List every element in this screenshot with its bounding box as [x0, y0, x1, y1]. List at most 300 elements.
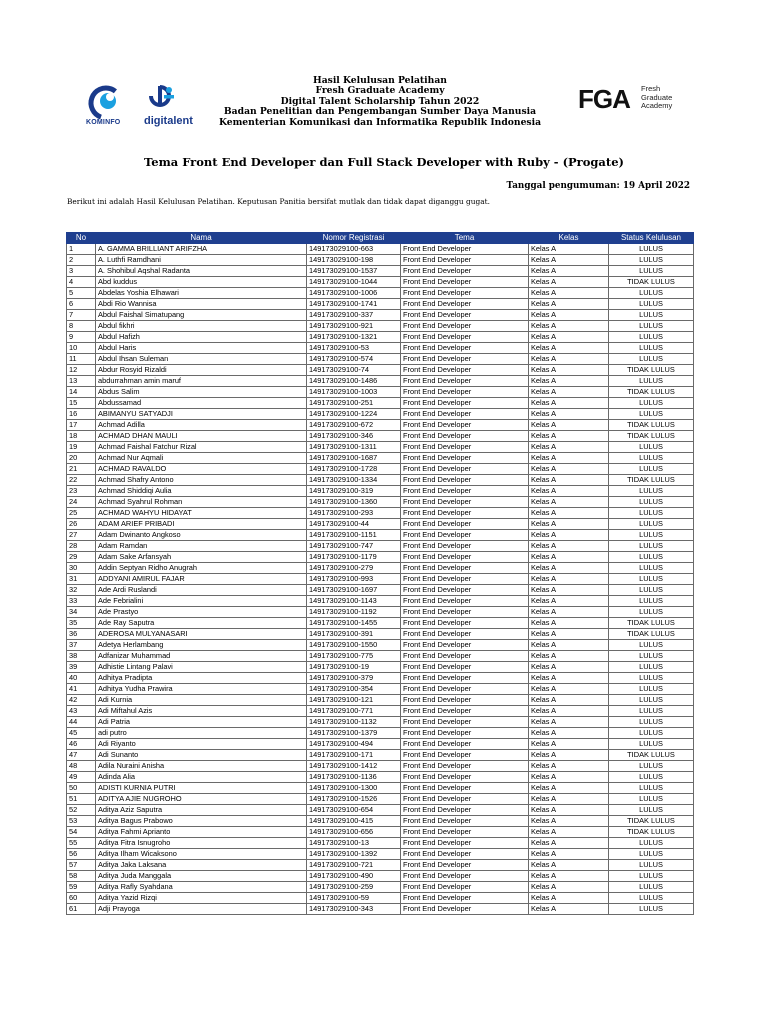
- cell-status: LULUS: [609, 651, 694, 662]
- cell-tema: Front End Developer: [401, 684, 529, 695]
- table-row: [67, 574, 694, 585]
- cell-tema: Front End Developer: [401, 420, 529, 431]
- cell-nama: Adi Miftahul Azis: [96, 706, 307, 717]
- cell-nomor-registrasi: 149173029100-1044: [307, 277, 401, 288]
- cell-kelas: Kelas A: [529, 607, 609, 618]
- cell-nama: Adfanizar Muhammad: [96, 651, 307, 662]
- table-row: [67, 794, 694, 805]
- cell-nama: Adhitya Yudha Prawira: [96, 684, 307, 695]
- table-row: [67, 541, 694, 552]
- cell-no: 61: [67, 904, 96, 915]
- cell-no: 25: [67, 508, 96, 519]
- cell-nama: adi putro: [96, 728, 307, 739]
- cell-no: 41: [67, 684, 96, 695]
- cell-nama: Abdussamad: [96, 398, 307, 409]
- cell-nomor-registrasi: 149173029100-1537: [307, 266, 401, 277]
- cell-status: TIDAK LULUS: [609, 816, 694, 827]
- table-row: [67, 838, 694, 849]
- cell-tema: Front End Developer: [401, 739, 529, 750]
- table-row: [67, 343, 694, 354]
- table-row: [67, 475, 694, 486]
- cell-nama: Adhitya Pradipta: [96, 673, 307, 684]
- table-row: [67, 816, 694, 827]
- cell-kelas: Kelas A: [529, 497, 609, 508]
- table-row: [67, 585, 694, 596]
- cell-nomor-registrasi: 149173029100-121: [307, 695, 401, 706]
- table-row: [67, 332, 694, 343]
- cell-nama: Abdul Hafizh: [96, 332, 307, 343]
- cell-nama: Adhistie Lintang Palavi: [96, 662, 307, 673]
- table-row: [67, 706, 694, 717]
- column-header-nama: Nama: [96, 233, 307, 244]
- cell-status: LULUS: [609, 332, 694, 343]
- cell-tema: Front End Developer: [401, 409, 529, 420]
- cell-nama: Adi Kurnia: [96, 695, 307, 706]
- cell-kelas: Kelas A: [529, 354, 609, 365]
- cell-no: 7: [67, 310, 96, 321]
- table-row: [67, 882, 694, 893]
- cell-nomor-registrasi: 149173029100-921: [307, 321, 401, 332]
- cell-status: LULUS: [609, 563, 694, 574]
- cell-kelas: Kelas A: [529, 519, 609, 530]
- cell-nomor-registrasi: 149173029100-346: [307, 431, 401, 442]
- cell-status: LULUS: [609, 464, 694, 475]
- cell-nama: Aditya Bagus Prabowo: [96, 816, 307, 827]
- table-row: [67, 277, 694, 288]
- cell-no: 28: [67, 541, 96, 552]
- cell-kelas: Kelas A: [529, 772, 609, 783]
- cell-nama: Adam Dwinanto Angkoso: [96, 530, 307, 541]
- cell-nomor-registrasi: 149173029100-1151: [307, 530, 401, 541]
- cell-nomor-registrasi: 149173029100-490: [307, 871, 401, 882]
- cell-no: 11: [67, 354, 96, 365]
- cell-no: 35: [67, 618, 96, 629]
- cell-kelas: Kelas A: [529, 882, 609, 893]
- cell-status: LULUS: [609, 585, 694, 596]
- cell-nomor-registrasi: 149173029100-1741: [307, 299, 401, 310]
- table-row: [67, 420, 694, 431]
- cell-no: 49: [67, 772, 96, 783]
- cell-status: LULUS: [609, 552, 694, 563]
- cell-nomor-registrasi: 149173029100-1412: [307, 761, 401, 772]
- cell-tema: Front End Developer: [401, 871, 529, 882]
- cell-status: LULUS: [609, 288, 694, 299]
- cell-no: 40: [67, 673, 96, 684]
- table-row: [67, 640, 694, 651]
- column-header-tema: Tema: [401, 233, 529, 244]
- cell-nomor-registrasi: 149173029100-1550: [307, 640, 401, 651]
- cell-kelas: Kelas A: [529, 266, 609, 277]
- cell-no: 17: [67, 420, 96, 431]
- cell-kelas: Kelas A: [529, 409, 609, 420]
- cell-nomor-registrasi: 149173029100-251: [307, 398, 401, 409]
- cell-nama: A. Shohibul Aqshal Radanta: [96, 266, 307, 277]
- cell-no: 1: [67, 244, 96, 255]
- cell-kelas: Kelas A: [529, 486, 609, 497]
- cell-status: LULUS: [609, 640, 694, 651]
- cell-nomor-registrasi: 149173029100-259: [307, 882, 401, 893]
- cell-status: LULUS: [609, 739, 694, 750]
- cell-kelas: Kelas A: [529, 453, 609, 464]
- cell-kelas: Kelas A: [529, 673, 609, 684]
- cell-status: LULUS: [609, 574, 694, 585]
- cell-nomor-registrasi: 149173029100-1003: [307, 387, 401, 398]
- table-row: [67, 387, 694, 398]
- cell-nomor-registrasi: 149173029100-1728: [307, 464, 401, 475]
- cell-nama: Aditya Rafly Syahdana: [96, 882, 307, 893]
- cell-no: 52: [67, 805, 96, 816]
- cell-kelas: Kelas A: [529, 816, 609, 827]
- kominfo-label: KOMINFO: [86, 119, 121, 126]
- cell-nama: ADITYA AJIE NUGROHO: [96, 794, 307, 805]
- cell-kelas: Kelas A: [529, 508, 609, 519]
- cell-kelas: Kelas A: [529, 420, 609, 431]
- cell-kelas: Kelas A: [529, 563, 609, 574]
- cell-no: 54: [67, 827, 96, 838]
- cell-no: 4: [67, 277, 96, 288]
- cell-kelas: Kelas A: [529, 827, 609, 838]
- page-title: Tema Front End Developer dan Full Stack Developer with Ruby - (Progate): [144, 155, 624, 169]
- cell-no: 48: [67, 761, 96, 772]
- document-header: [0, 0, 768, 140]
- cell-nomor-registrasi: 149173029100-1143: [307, 596, 401, 607]
- cell-status: LULUS: [609, 772, 694, 783]
- cell-nomor-registrasi: 149173029100-1392: [307, 849, 401, 860]
- table-row: [67, 486, 694, 497]
- table-row: [67, 508, 694, 519]
- cell-no: 29: [67, 552, 96, 563]
- cell-no: 19: [67, 442, 96, 453]
- cell-status: LULUS: [609, 376, 694, 387]
- announcement-date: Tanggal pengumuman: 19 April 2022: [506, 181, 690, 191]
- cell-no: 42: [67, 695, 96, 706]
- cell-nama: Adam Sake Arfansyah: [96, 552, 307, 563]
- cell-kelas: Kelas A: [529, 387, 609, 398]
- cell-kelas: Kelas A: [529, 376, 609, 387]
- cell-nama: Abdelas Yoshia Elhawari: [96, 288, 307, 299]
- cell-nomor-registrasi: 149173029100-1697: [307, 585, 401, 596]
- table-row: [67, 288, 694, 299]
- cell-kelas: Kelas A: [529, 398, 609, 409]
- cell-kelas: Kelas A: [529, 431, 609, 442]
- cell-nomor-registrasi: 149173029100-1300: [307, 783, 401, 794]
- cell-status: TIDAK LULUS: [609, 387, 694, 398]
- cell-kelas: Kelas A: [529, 343, 609, 354]
- table-row: [67, 893, 694, 904]
- cell-nama: Adi Sunanto: [96, 750, 307, 761]
- cell-nomor-registrasi: 149173029100-59: [307, 893, 401, 904]
- cell-kelas: Kelas A: [529, 684, 609, 695]
- cell-no: 36: [67, 629, 96, 640]
- cell-status: LULUS: [609, 717, 694, 728]
- cell-tema: Front End Developer: [401, 299, 529, 310]
- cell-status: LULUS: [609, 244, 694, 255]
- cell-status: LULUS: [609, 684, 694, 695]
- table-row: [67, 266, 694, 277]
- cell-kelas: Kelas A: [529, 277, 609, 288]
- header-text-block: [180, 76, 580, 128]
- table-body: [67, 244, 694, 915]
- cell-status: LULUS: [609, 530, 694, 541]
- cell-nama: Aditya Fahmi Aprianto: [96, 827, 307, 838]
- table-row: [67, 728, 694, 739]
- cell-status: LULUS: [609, 519, 694, 530]
- table-row: [67, 849, 694, 860]
- table-row: [67, 651, 694, 662]
- table-row: [67, 552, 694, 563]
- cell-status: LULUS: [609, 266, 694, 277]
- cell-nama: Adi Patria: [96, 717, 307, 728]
- cell-nomor-registrasi: 149173029100-1360: [307, 497, 401, 508]
- cell-nama: ADEROSA MULYANASARI: [96, 629, 307, 640]
- cell-tema: Front End Developer: [401, 310, 529, 321]
- cell-tema: Front End Developer: [401, 783, 529, 794]
- cell-tema: Front End Developer: [401, 794, 529, 805]
- cell-tema: Front End Developer: [401, 629, 529, 640]
- cell-nama: Abdul Haris: [96, 343, 307, 354]
- cell-nama: Adetya Herlambang: [96, 640, 307, 651]
- table-row: [67, 409, 694, 420]
- cell-kelas: Kelas A: [529, 541, 609, 552]
- cell-nama: Ade Febrialini: [96, 596, 307, 607]
- cell-no: 30: [67, 563, 96, 574]
- cell-status: LULUS: [609, 255, 694, 266]
- cell-nama: Aditya Ilham Wicaksono: [96, 849, 307, 860]
- cell-kelas: Kelas A: [529, 464, 609, 475]
- cell-tema: Front End Developer: [401, 893, 529, 904]
- cell-no: 58: [67, 871, 96, 882]
- cell-nama: ADDYANI AMIRUL FAJAR: [96, 574, 307, 585]
- cell-tema: Front End Developer: [401, 442, 529, 453]
- cell-no: 18: [67, 431, 96, 442]
- cell-no: 20: [67, 453, 96, 464]
- cell-status: LULUS: [609, 299, 694, 310]
- cell-nama: A. GAMMA BRILLIANT ARIFZHA: [96, 244, 307, 255]
- cell-status: TIDAK LULUS: [609, 277, 694, 288]
- cell-nama: Aditya Yazid Rizqi: [96, 893, 307, 904]
- cell-no: 13: [67, 376, 96, 387]
- table-row: [67, 310, 694, 321]
- cell-nama: Adila Nuraini Anisha: [96, 761, 307, 772]
- cell-kelas: Kelas A: [529, 728, 609, 739]
- table-row: [67, 783, 694, 794]
- header-line: Kementerian Komunikasi dan Informatika Republik Indonesia: [218, 116, 542, 128]
- cell-no: 38: [67, 651, 96, 662]
- cell-tema: Front End Developer: [401, 321, 529, 332]
- cell-nama: Adji Prayoga: [96, 904, 307, 915]
- cell-nama: Achmad Adilla: [96, 420, 307, 431]
- cell-nama: abdurrahman amin maruf: [96, 376, 307, 387]
- cell-status: LULUS: [609, 486, 694, 497]
- table-row: [67, 772, 694, 783]
- table-row: [67, 673, 694, 684]
- cell-tema: Front End Developer: [401, 497, 529, 508]
- cell-kelas: Kelas A: [529, 299, 609, 310]
- cell-nama: Adam Ramdan: [96, 541, 307, 552]
- cell-kelas: Kelas A: [529, 629, 609, 640]
- cell-status: LULUS: [609, 453, 694, 464]
- cell-kelas: Kelas A: [529, 618, 609, 629]
- cell-kelas: Kelas A: [529, 310, 609, 321]
- cell-status: LULUS: [609, 354, 694, 365]
- cell-tema: Front End Developer: [401, 618, 529, 629]
- cell-kelas: Kelas A: [529, 717, 609, 728]
- cell-tema: Front End Developer: [401, 475, 529, 486]
- cell-no: 5: [67, 288, 96, 299]
- cell-nama: Abdi Rio Wannisa: [96, 299, 307, 310]
- table-row: [67, 464, 694, 475]
- cell-nomor-registrasi: 149173029100-319: [307, 486, 401, 497]
- cell-tema: Front End Developer: [401, 695, 529, 706]
- cell-no: 26: [67, 519, 96, 530]
- cell-nomor-registrasi: 149173029100-293: [307, 508, 401, 519]
- cell-nomor-registrasi: 149173029100-771: [307, 706, 401, 717]
- cell-nomor-registrasi: 149173029100-1136: [307, 772, 401, 783]
- cell-tema: Front End Developer: [401, 904, 529, 915]
- table-row: [67, 398, 694, 409]
- cell-status: LULUS: [609, 706, 694, 717]
- cell-nomor-registrasi: 149173029100-1687: [307, 453, 401, 464]
- cell-nama: Abd kuddus: [96, 277, 307, 288]
- cell-nama: Ade Ray Saputra: [96, 618, 307, 629]
- cell-tema: Front End Developer: [401, 860, 529, 871]
- cell-nomor-registrasi: 149173029100-1526: [307, 794, 401, 805]
- table-row: [67, 354, 694, 365]
- cell-status: LULUS: [609, 607, 694, 618]
- cell-kelas: Kelas A: [529, 651, 609, 662]
- table-header-row: [67, 233, 694, 244]
- table-row: [67, 497, 694, 508]
- cell-nama: Aditya Juda Manggala: [96, 871, 307, 882]
- header-line: Digital Talent Scholarship Tahun 2022: [280, 95, 480, 107]
- cell-nomor-registrasi: 149173029100-1321: [307, 332, 401, 343]
- cell-tema: Front End Developer: [401, 453, 529, 464]
- cell-nomor-registrasi: 149173029100-672: [307, 420, 401, 431]
- cell-nama: Achmad Nur Aqmali: [96, 453, 307, 464]
- cell-kelas: Kelas A: [529, 255, 609, 266]
- cell-nama: ABIMANYU SATYADJI: [96, 409, 307, 420]
- cell-status: LULUS: [609, 849, 694, 860]
- cell-nomor-registrasi: 149173029100-379: [307, 673, 401, 684]
- cell-status: LULUS: [609, 662, 694, 673]
- fga-sub-line: Graduate: [641, 92, 673, 102]
- cell-tema: Front End Developer: [401, 882, 529, 893]
- cell-no: 16: [67, 409, 96, 420]
- cell-status: LULUS: [609, 794, 694, 805]
- table-row: [67, 860, 694, 871]
- cell-tema: Front End Developer: [401, 607, 529, 618]
- cell-status: LULUS: [609, 783, 694, 794]
- fga-sub-line: Academy: [641, 101, 673, 110]
- cell-kelas: Kelas A: [529, 871, 609, 882]
- table-row: [67, 244, 694, 255]
- cell-kelas: Kelas A: [529, 585, 609, 596]
- cell-nomor-registrasi: 149173029100-391: [307, 629, 401, 640]
- cell-tema: Front End Developer: [401, 530, 529, 541]
- cell-no: 21: [67, 464, 96, 475]
- cell-nama: Achmad Shiddiqi Aulia: [96, 486, 307, 497]
- cell-no: 24: [67, 497, 96, 508]
- cell-no: 39: [67, 662, 96, 673]
- cell-no: 27: [67, 530, 96, 541]
- cell-no: 12: [67, 365, 96, 376]
- cell-no: 32: [67, 585, 96, 596]
- cell-nomor-registrasi: 149173029100-198: [307, 255, 401, 266]
- cell-nama: Abdul Faishal Simatupang: [96, 310, 307, 321]
- cell-tema: Front End Developer: [401, 816, 529, 827]
- cell-tema: Front End Developer: [401, 244, 529, 255]
- cell-tema: Front End Developer: [401, 398, 529, 409]
- cell-tema: Front End Developer: [401, 343, 529, 354]
- table-row: [67, 453, 694, 464]
- cell-tema: Front End Developer: [401, 805, 529, 816]
- cell-kelas: Kelas A: [529, 761, 609, 772]
- cell-status: LULUS: [609, 728, 694, 739]
- column-header-nomor-registrasi: Nomor Registrasi: [307, 233, 401, 244]
- cell-status: TIDAK LULUS: [609, 365, 694, 376]
- column-header-kelas: Kelas: [529, 233, 609, 244]
- table-row: [67, 827, 694, 838]
- cell-nomor-registrasi: 149173029100-19: [307, 662, 401, 673]
- cell-kelas: Kelas A: [529, 321, 609, 332]
- table-row: [67, 519, 694, 530]
- cell-nama: ADAM ARIEF PRIBADI: [96, 519, 307, 530]
- table-row: [67, 365, 694, 376]
- cell-no: 2: [67, 255, 96, 266]
- cell-tema: Front End Developer: [401, 673, 529, 684]
- cell-kelas: Kelas A: [529, 530, 609, 541]
- cell-status: LULUS: [609, 409, 694, 420]
- cell-no: 55: [67, 838, 96, 849]
- cell-nama: Adi Riyanto: [96, 739, 307, 750]
- fga-logo-subtitle: [641, 85, 672, 111]
- cell-kelas: Kelas A: [529, 596, 609, 607]
- cell-tema: Front End Developer: [401, 728, 529, 739]
- intro-text: Berikut ini adalah Hasil Kelulusan Pelatihan. Keputusan Panitia bersifat mutlak dan tidak dapat diganggu gugat.: [67, 197, 490, 206]
- cell-no: 59: [67, 882, 96, 893]
- cell-tema: Front End Developer: [401, 464, 529, 475]
- table-row: [67, 431, 694, 442]
- table-row: [67, 717, 694, 728]
- table-row: [67, 530, 694, 541]
- cell-nomor-registrasi: 149173029100-1192: [307, 607, 401, 618]
- cell-nomor-registrasi: 149173029100-1224: [307, 409, 401, 420]
- cell-no: 8: [67, 321, 96, 332]
- cell-nama: Abdul fikhri: [96, 321, 307, 332]
- cell-tema: Front End Developer: [401, 761, 529, 772]
- cell-nomor-registrasi: 149173029100-415: [307, 816, 401, 827]
- cell-no: 33: [67, 596, 96, 607]
- cell-nomor-registrasi: 149173029100-1486: [307, 376, 401, 387]
- cell-nama: Aditya Jaka Laksana: [96, 860, 307, 871]
- cell-tema: Front End Developer: [401, 519, 529, 530]
- cell-nomor-registrasi: 149173029100-574: [307, 354, 401, 365]
- cell-no: 56: [67, 849, 96, 860]
- cell-nama: Ade Ardi Ruslandi: [96, 585, 307, 596]
- cell-nomor-registrasi: 149173029100-1006: [307, 288, 401, 299]
- cell-nomor-registrasi: 149173029100-337: [307, 310, 401, 321]
- cell-nama: Addin Septyan Ridho Anugrah: [96, 563, 307, 574]
- table-row: [67, 596, 694, 607]
- cell-status: TIDAK LULUS: [609, 420, 694, 431]
- cell-status: LULUS: [609, 805, 694, 816]
- cell-kelas: Kelas A: [529, 475, 609, 486]
- table-row: [67, 805, 694, 816]
- table-row: [67, 904, 694, 915]
- table-row: [67, 739, 694, 750]
- cell-nomor-registrasi: 149173029100-494: [307, 739, 401, 750]
- table-row: [67, 684, 694, 695]
